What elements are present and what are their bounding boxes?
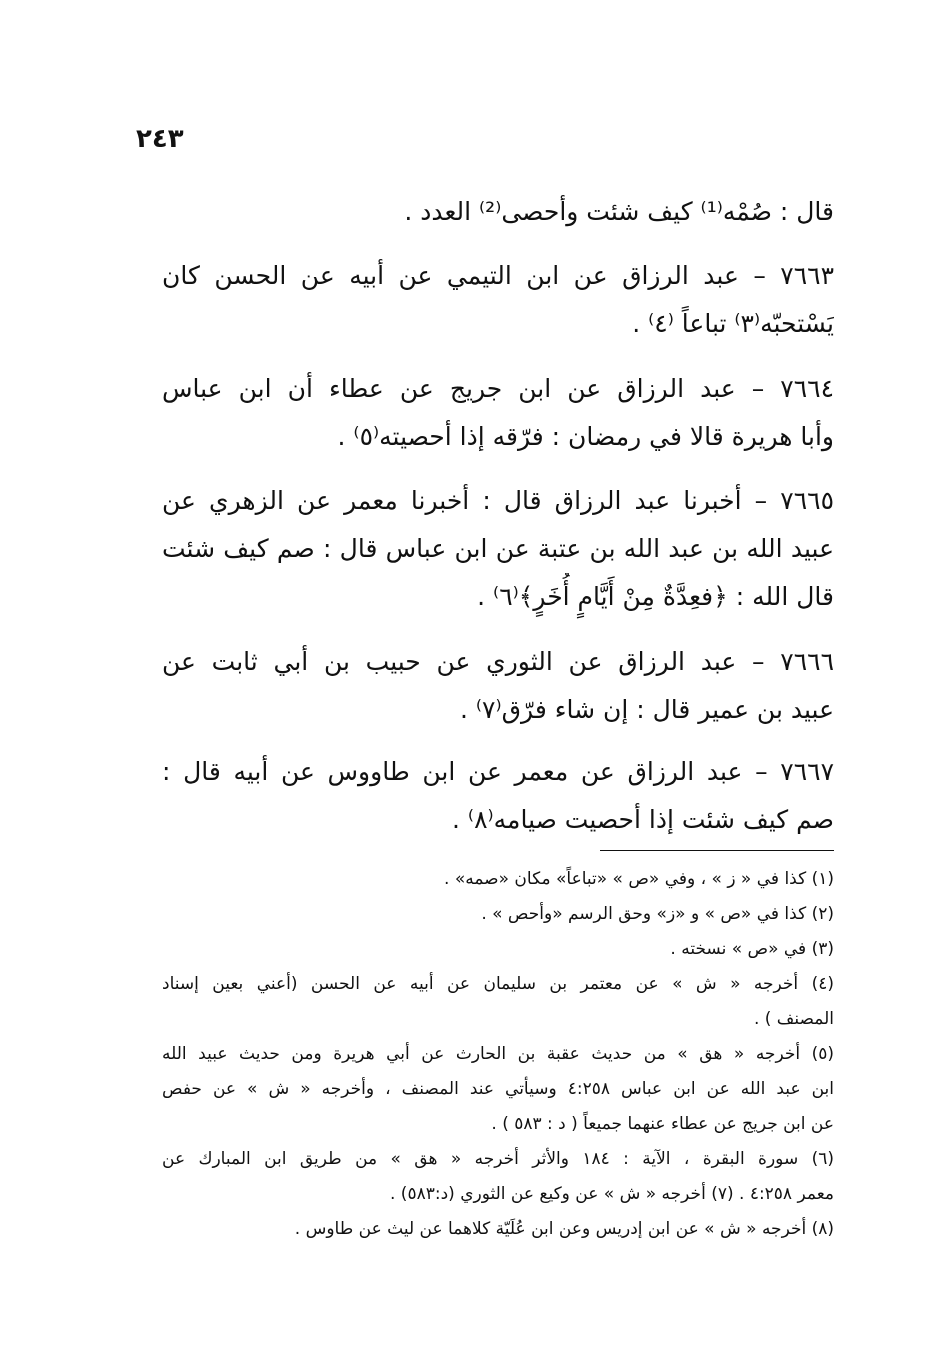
footnotes [162, 862, 834, 1247]
footnote-line: معمر ٤:٢٥٨ . (٧) أخرجه « ش » عن وكيع عن الثوري (د:٥٨٣) . [390, 1184, 834, 1204]
footnote-line: عن ابن جريج عن عطاء عنهما جميعاً ( د : ٥٨٣ ) . [491, 1114, 834, 1134]
footnote-line: (١) كذا في « ز » ، وفي «ص » «تباعاً» مكان «صمه» . [444, 869, 834, 889]
footnote-line: (٢) كذا في «ص » و «ز» وحق الرسم «وأحص » . [481, 904, 834, 924]
paragraph-line: قال : صُمْه⁽¹⁾ كيف شئت وأحصى⁽²⁾ العدد . [404, 197, 834, 226]
paragraph-line: عبيد بن عمير قال : إن شاء فرّق⁽٧⁾ . [460, 695, 834, 724]
footnote-line: (٣) في «ص » نسخته . [670, 939, 834, 959]
paragraph-intro [162, 188, 834, 236]
footnote-line: (٦) سورة البقرة ، الآية : ١٨٤ والأثر أخرجه « هق » من طريق ابن المبارك عن [162, 1149, 834, 1169]
footnote-line: المصنف ) . [753, 1009, 834, 1029]
footnote-line: (٥) أخرجه « هق » من حديث عقبة بن الحارث عن أبي هريرة ومن حديث عبيد الله [162, 1044, 834, 1064]
paragraph-line: ٧٦٦٣ – عبد الرزاق عن ابن التيمي عن أبيه عن الحسن كان [162, 261, 834, 290]
paragraph-line: صم كيف شئت إذا أحصيت صيامه⁽٨⁾ . [452, 805, 834, 834]
paragraph-line: وأبا هريرة قالا في رمضان : فرّقه إذا أحصيته⁽٥⁾ . [337, 422, 834, 451]
footnote-line: (٨) أخرجه « ش » عن ابن إدريس وعن ابن عُلَيّة كلاهما عن ليث عن طاوس . [294, 1219, 834, 1239]
paragraph-7665 [162, 477, 834, 621]
footnote-line: (٤) أخرجه « ش » عن معتمر بن سليمان عن أبيه عن الحسن (أعني بعين إسناد [162, 974, 834, 994]
paragraph-line: ٧٦٦٧ – عبد الرزاق عن معمر عن ابن طاووس عن أبيه قال : [162, 757, 834, 786]
paragraph-7667 [162, 748, 834, 844]
page-number: ٢٤٣ [136, 124, 184, 154]
footnote-separator [600, 850, 834, 851]
paragraph-line: ٧٦٦٥ – أخبرنا عبد الرزاق قال : أخبرنا معمر عن الزهري عن [162, 486, 834, 515]
paragraph-line: ٧٦٦٤ – عبد الرزاق عن ابن جريج عن عطاء أن ابن عباس [162, 374, 834, 403]
paragraph-line: يَسْتحبّه⁽٣⁾ تباعاً ⁽٤⁾ . [632, 309, 834, 338]
paragraph-7666 [162, 638, 834, 734]
paragraph-7663 [162, 252, 834, 348]
paragraph-line: قال الله : ﴿فعِدَّةٌ مِنْ أَيَّامٍ أُخَرٍ﴾⁽٦⁾ . [477, 582, 834, 611]
footnote-line: ابن عبد الله عن ابن عباس ٤:٢٥٨ وسيأتي عند المصنف ، وأخرجه « ش » عن حفص [162, 1079, 834, 1099]
paragraph-line: ٧٦٦٦ – عبد الرزاق عن الثوري عن حبيب بن أبي ثابت عن [162, 647, 834, 676]
paragraph-7664 [162, 365, 834, 461]
paragraph-line: عبيد الله بن عبد الله بن عتبة عن ابن عباس قال : صم كيف شئت [162, 534, 834, 563]
